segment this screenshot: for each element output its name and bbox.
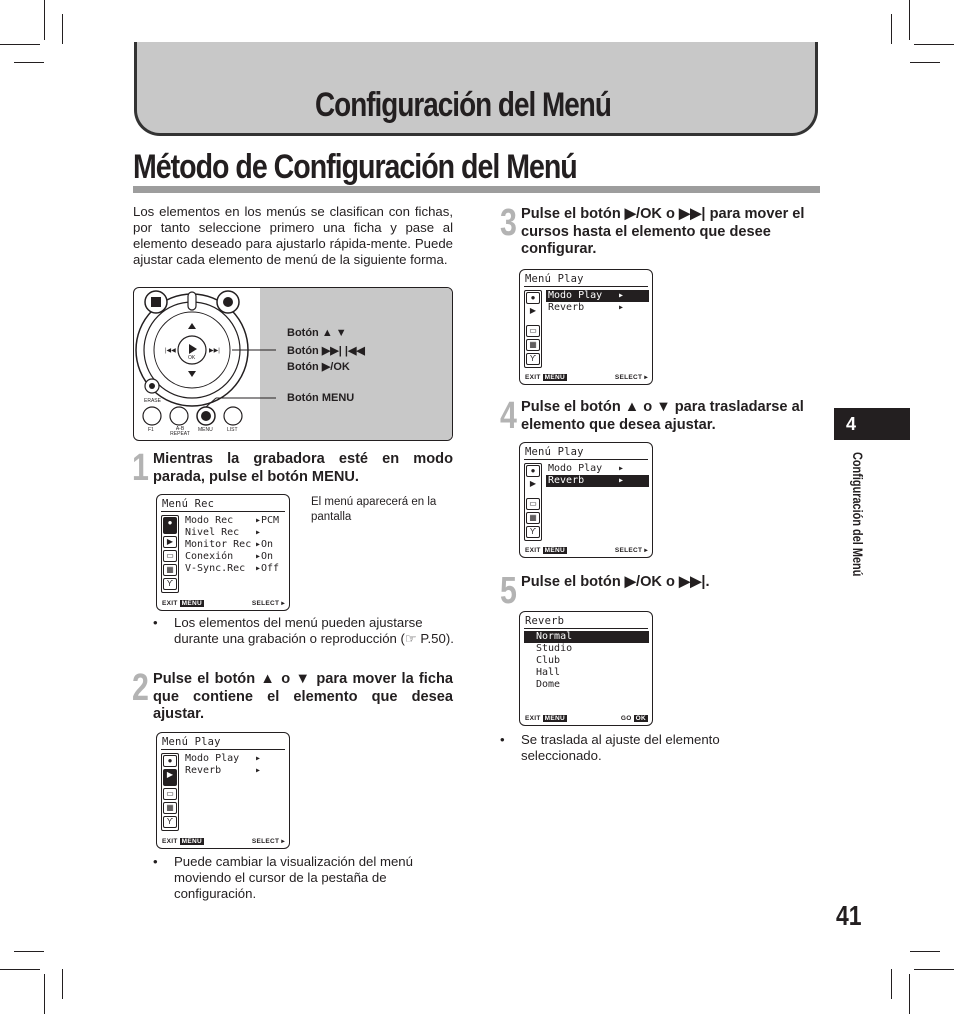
display-tab-icon: ▭ (526, 498, 540, 510)
mic-tab-icon: ● (526, 465, 540, 477)
erase-button-label: ERASE (144, 398, 161, 404)
lcd-row-value: ▸Off (255, 563, 280, 574)
exit-text: EXIT (525, 547, 541, 554)
display-tab-icon: ▭ (163, 550, 177, 562)
lcd-row-label: V-Sync.Rec (185, 563, 246, 574)
go-text: GO (620, 715, 632, 722)
reverb-option: Dome (536, 679, 561, 690)
card-tab-icon: ▦ (163, 802, 177, 814)
lcd-title: Menú Play (525, 446, 584, 458)
lcd-row-label: Modo Play (548, 463, 603, 474)
step-1-note: El menú aparecerá en la pantalla (311, 496, 437, 523)
play-tab-icon: ▶ (529, 479, 537, 488)
crop-mark (909, 974, 910, 1014)
lcd-divider (524, 286, 648, 287)
lcd-menu-rec (156, 494, 290, 611)
lcd-row-value: ▸ (255, 753, 262, 764)
lcd-row-label-selected: Reverb (546, 475, 649, 487)
lcd-row-value: ▸ (618, 302, 625, 313)
lcd-select-label: SELECT ▸ (614, 547, 648, 554)
exit-key: MENU (544, 374, 565, 381)
chapter-tab: 4 (834, 408, 910, 440)
lcd-row-value: ▸ (618, 463, 625, 474)
mic-tab-icon: ● (526, 292, 540, 304)
svg-text:|◀◀: |◀◀ (165, 348, 176, 354)
go-key: OK (635, 715, 646, 722)
step-3-text: Pulse el botón ▶/OK o ▶▶| para mover el cursos hasta el elemento que desee configurar. (521, 206, 805, 257)
crop-mark (62, 969, 63, 999)
svg-text:▶▶|: ▶▶| (209, 348, 220, 354)
crop-mark (891, 14, 892, 44)
lcd-select-label: SELECT ▸ (614, 374, 648, 381)
lcd-row-label: Reverb (185, 765, 222, 776)
card-tab-icon: ▦ (163, 564, 177, 576)
lcd-row-label: Modo Play (185, 753, 240, 764)
list-button-label: LIST (227, 427, 238, 433)
lcd-row-label: Reverb (548, 302, 585, 313)
intro-paragraph: Los elementos en los menús se clasifican con fichas, por tanto seleccione primero una ficha y pase al elemento deseado para ajustarlo rápida-mente. Puede ajustar cada elemento de menú de la siguiente forma. (133, 204, 453, 267)
lcd-go-label (621, 715, 648, 722)
section-title: Método de Configuración del Menú (133, 148, 577, 186)
lcd-exit-label (162, 838, 204, 845)
lcd-divider (524, 628, 648, 629)
page-number: 41 (836, 900, 862, 931)
exit-text: EXIT (162, 600, 178, 607)
tools-tab-icon: ϒ (163, 816, 177, 828)
crop-mark (909, 0, 910, 40)
exit-key: MENU (544, 547, 565, 554)
chapter-side-label (846, 452, 866, 622)
lcd-title: Reverb (525, 615, 565, 627)
lcd-divider (161, 749, 285, 750)
bullet-dot: • (153, 854, 158, 869)
lcd-tab-column (524, 290, 542, 368)
step-3-number: 3 (500, 202, 517, 244)
lcd-select-label: SELECT ▸ (251, 600, 285, 607)
step-5-number: 5 (500, 570, 517, 612)
crop-mark (910, 62, 940, 63)
bullet-dot: • (500, 732, 505, 747)
step-4-number: 4 (500, 395, 517, 437)
mic-tab-icon: ● (163, 755, 177, 767)
lcd-row-value: ▸On (255, 551, 274, 562)
lcd-menu-play-item (519, 269, 653, 385)
lcd-menu-play-reverb (519, 442, 653, 558)
step-2-number: 2 (132, 667, 149, 709)
tools-tab-icon: ϒ (526, 353, 540, 365)
lcd-tab-column (161, 515, 179, 593)
exit-text: EXIT (162, 838, 178, 845)
lcd-row-value: ▸ (255, 527, 262, 538)
crop-mark (0, 44, 40, 45)
lcd-row-value: ▸ (255, 765, 262, 776)
crop-mark (914, 969, 954, 970)
crop-mark (891, 969, 892, 999)
step-1-text: Mientras la grabadora esté en modo parada, pulse el botón MENU. (153, 451, 453, 485)
lcd-row-label: Monitor Rec (185, 539, 252, 550)
crop-mark (0, 969, 40, 970)
lcd-exit-label (162, 600, 204, 607)
skip-button-label: Botón ▶▶| |◀◀ (287, 345, 365, 357)
reverb-option: Hall (536, 667, 561, 678)
crop-mark (910, 951, 940, 952)
lcd-reverb-options (519, 611, 653, 726)
crop-mark (14, 62, 44, 63)
lcd-row-label: Conexión (185, 551, 234, 562)
chapter-banner (134, 42, 818, 136)
lcd-title: Menú Play (525, 273, 584, 285)
play-tab-icon: ▶ (529, 306, 537, 315)
lcd-row-value: ▸ (618, 475, 625, 486)
menu-button-callout: Botón MENU (287, 392, 355, 404)
crop-mark (14, 951, 44, 952)
lcd-title: Menú Play (162, 736, 221, 748)
exit-text: EXIT (525, 715, 541, 722)
exit-text: EXIT (525, 374, 541, 381)
crop-mark (44, 974, 45, 1014)
ab-repeat-button-label: A-B REPEAT (170, 426, 190, 437)
exit-key: MENU (544, 715, 565, 722)
lcd-row-value: ▸PCM (255, 515, 280, 526)
tools-tab-icon: ϒ (526, 526, 540, 538)
step-5-text: Pulse el botón ▶/OK o ▶▶|. (521, 574, 710, 590)
menu-button-label: MENU (198, 427, 213, 433)
lcd-row-label: Nivel Rec (185, 527, 240, 538)
bullet-dot: • (153, 615, 158, 630)
lcd-row-value: ▸On (255, 539, 274, 550)
up-down-button-label: Botón ▲ ▼ (287, 327, 347, 339)
play-ok-button-label: Botón ▶/OK (287, 361, 350, 373)
lcd-exit-label (525, 715, 567, 722)
chapter-side-label-text: Configuración del Menú (850, 452, 866, 577)
step-2-bullet: Puede cambiar la visualización del menú moviendo el cursor de la pestaña de configuración. (174, 854, 413, 901)
device-figure (133, 287, 453, 441)
play-tab-icon: ▶ (163, 536, 177, 548)
f1-button-label: F1 (148, 427, 154, 433)
ok-button-label: OK (188, 355, 196, 361)
lcd-divider (161, 511, 285, 512)
crop-mark (914, 44, 954, 45)
lcd-title: Menú Rec (162, 498, 215, 510)
lcd-exit-label (525, 547, 567, 554)
reverb-option: Club (536, 655, 561, 666)
step-1-bullet: Los elementos del menú pueden ajustarse durante una grabación o reproducción (☞ P.50). (174, 615, 454, 646)
lcd-exit-label (525, 374, 567, 381)
tools-tab-icon: ϒ (163, 578, 177, 590)
card-tab-icon: ▦ (526, 512, 540, 524)
display-tab-icon: ▭ (526, 325, 540, 337)
reverb-option-selected: Normal (524, 631, 649, 643)
section-rule (133, 186, 820, 193)
step-5-bullet: Se traslada al ajuste del elemento seleccionado. (521, 732, 720, 763)
display-tab-icon: ▭ (163, 788, 177, 800)
lcd-divider (524, 459, 648, 460)
lcd-select-label: SELECT ▸ (251, 838, 285, 845)
step-2-text: Pulse el botón ▲ o ▼ para mover la ficha que contiene el elemento que desea ajustar. (153, 671, 453, 722)
play-tab-icon: ▶ (163, 769, 177, 786)
mic-tab-icon: ● (163, 517, 177, 534)
lcd-row-label: Modo Rec (185, 515, 234, 526)
lcd-row-label-selected: Modo Play (546, 290, 649, 302)
lcd-tab-column (524, 463, 542, 541)
lcd-row-value: ▸ (618, 290, 625, 301)
reverb-option: Studio (536, 643, 573, 654)
card-tab-icon: ▦ (526, 339, 540, 351)
exit-key: MENU (181, 838, 202, 845)
crop-mark (62, 14, 63, 44)
lcd-tab-column (161, 753, 179, 831)
exit-key: MENU (181, 600, 202, 607)
crop-mark (44, 0, 45, 40)
lcd-menu-play-tab (156, 732, 290, 849)
step-1-number: 1 (132, 447, 149, 489)
chapter-title: Configuración del Menú (315, 86, 611, 124)
step-4-text: Pulse el botón ▲ o ▼ para trasladarse al elemento que desea ajustar. (521, 399, 804, 433)
